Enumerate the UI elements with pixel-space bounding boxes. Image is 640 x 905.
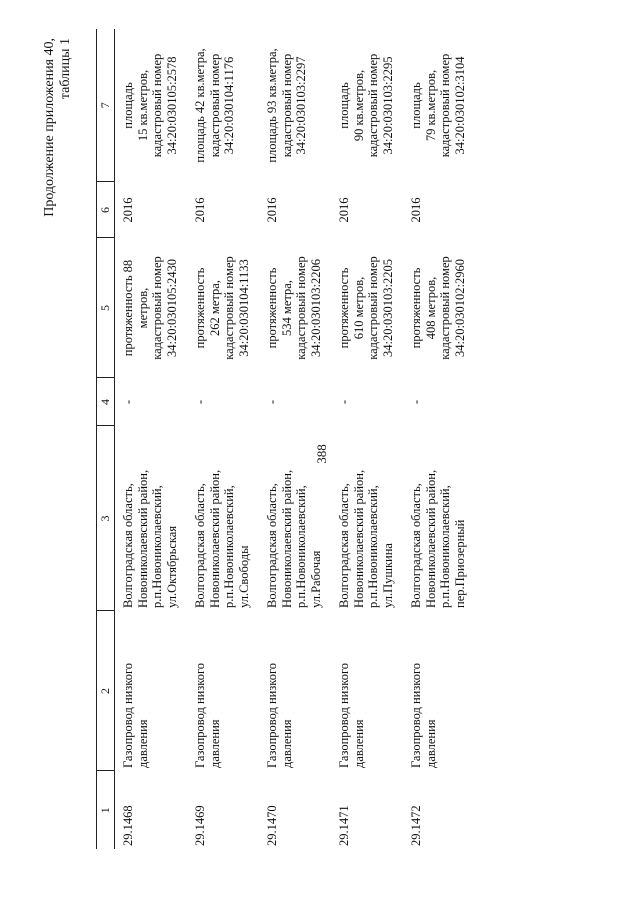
cell-address-line: р.п.Новониколаевский,	[222, 485, 236, 608]
cell-area-line: площадь	[409, 82, 423, 129]
cell-address	[115, 426, 188, 611]
cell-number: 29.1472	[409, 805, 423, 846]
table-row	[115, 29, 188, 849]
cell-extent	[331, 238, 403, 378]
cell-area-line: кадастровый номер	[438, 53, 452, 158]
cell-name-line: Газопровод низкого	[121, 662, 135, 768]
cell-area	[187, 29, 259, 182]
cell-name	[403, 611, 475, 771]
header-col-3: 3	[97, 426, 115, 611]
cell-address-line: р.п.Новониколаевский,	[438, 485, 452, 608]
cell-area-line: 34:20:030103:2297	[294, 56, 308, 155]
cell-extent-line: 262 метра,	[207, 280, 222, 336]
continuation-line-2: таблицы 1	[58, 38, 73, 100]
cell-address-line: Волгоградская область,	[121, 483, 135, 608]
header-col-6: 6	[97, 182, 115, 238]
cell-extent	[259, 238, 331, 378]
header-col-1: 1	[97, 771, 115, 849]
cell-col4: -	[337, 399, 351, 405]
cell-address	[403, 426, 475, 611]
cell-area	[331, 29, 403, 182]
cell-address-line: ул.Октябрьская	[164, 525, 179, 608]
cell-area-line: кадастровый номер	[279, 53, 294, 158]
property-table	[96, 29, 475, 849]
cell-area-line: кадастровый номер	[150, 53, 164, 158]
cell-address	[187, 426, 259, 611]
table-body	[115, 29, 476, 849]
cell-extent-line: 534 метра,	[279, 280, 294, 336]
cell-address-line: Новониколаевский район,	[351, 469, 366, 608]
page-number: 388	[314, 444, 329, 464]
cell-number: 29.1471	[337, 805, 351, 846]
cell-extent-line: кадастровый номер	[150, 256, 164, 360]
cell-address-line: Волгоградская область,	[193, 483, 207, 608]
cell-address-line: Волгоградская область,	[337, 483, 351, 608]
cell-extent-line: 34:20:030102:2960	[452, 259, 467, 357]
table-row	[259, 29, 331, 849]
cell-extent	[187, 238, 259, 378]
cell-name-line: Газопровод низкого	[265, 662, 279, 768]
cell-address-line: р.п.Новониколаевский,	[366, 485, 380, 608]
cell-name	[331, 611, 403, 771]
cell-extent-line: 34:20:030103:2205	[380, 259, 395, 357]
cell-area-line: 90 кв.метров,	[351, 69, 366, 142]
cell-extent-line: протяженность	[265, 267, 279, 349]
cell-extent-line: протяженность	[337, 267, 351, 349]
cell-name-line: Газопровод низкого	[193, 662, 207, 768]
cell-extent-line: протяженность 88	[121, 259, 135, 357]
cell-col4: -	[121, 399, 135, 405]
header-col-2: 2	[97, 611, 115, 771]
cell-col4: -	[265, 399, 279, 405]
cell-area-line: 79 кв.метров,	[423, 69, 438, 142]
cell-address-line: р.п.Новониколаевский,	[150, 485, 164, 608]
cell-name-line: давления	[351, 719, 366, 768]
cell-address-line: Новониколаевский район,	[279, 469, 294, 608]
cell-address-line: Волгоградская область,	[409, 483, 423, 608]
cell-extent-line: 34:20:030103:2206	[308, 259, 323, 357]
cell-extent-line: протяженность	[193, 267, 207, 349]
cell-area	[115, 29, 188, 182]
cell-area-line: площадь 42 кв.метра,	[193, 48, 207, 163]
cell-extent	[115, 238, 188, 378]
cell-name-line: Газопровод низкого	[337, 662, 351, 768]
cell-area-line: площадь	[337, 82, 351, 129]
header-col-7: 7	[97, 29, 115, 182]
cell-extent-line: кадастровый номер	[294, 256, 308, 360]
table-row	[403, 29, 475, 849]
cell-extent-line: 34:20:030105:2430	[164, 259, 179, 357]
cell-name-line: давления	[423, 719, 438, 768]
cell-name-line: давления	[135, 719, 150, 768]
continuation-note	[42, 38, 74, 223]
cell-area-line: 34:20:030104:1176	[222, 56, 236, 155]
cell-area-line: кадастровый номер	[366, 53, 380, 158]
cell-extent-line: кадастровый номер	[438, 256, 452, 360]
cell-extent-line: метров,	[135, 287, 150, 329]
table-row	[331, 29, 403, 849]
cell-year: 2016	[409, 197, 423, 223]
cell-name-line: давления	[207, 719, 222, 768]
cell-year: 2016	[121, 197, 135, 223]
continuation-line-1: Продолжение приложения 40,	[42, 38, 57, 217]
cell-extent-line: 34:20:030104:1133	[236, 259, 251, 357]
cell-number: 29.1470	[265, 805, 279, 846]
cell-address	[331, 426, 403, 611]
cell-name	[115, 611, 188, 771]
cell-address	[259, 426, 331, 611]
cell-address-line: ул.Свободы	[236, 545, 251, 608]
cell-area-line: 15 кв.метров,	[135, 69, 150, 142]
cell-extent-line: кадастровый номер	[366, 256, 380, 360]
cell-col4: -	[409, 399, 423, 405]
cell-area-line: 34:20:030103:2295	[380, 56, 395, 155]
cell-col4: -	[193, 399, 207, 405]
cell-area-line: площадь	[121, 82, 135, 129]
cell-number: 29.1468	[121, 805, 135, 846]
cell-extent-line: протяженность	[409, 267, 423, 349]
header-col-5: 5	[97, 238, 115, 378]
cell-number: 29.1469	[193, 805, 207, 846]
cell-name	[187, 611, 259, 771]
header-col-4: 4	[97, 378, 115, 426]
cell-name	[259, 611, 331, 771]
cell-address-line: р.п.Новониколаевский,	[294, 485, 308, 608]
cell-year: 2016	[265, 197, 279, 223]
header-row	[97, 29, 115, 849]
cell-area-line: кадастровый номер	[207, 53, 222, 158]
cell-address-line: Волгоградская область,	[265, 483, 279, 608]
cell-area	[259, 29, 331, 182]
cell-address-line: пер.Приозерный	[452, 519, 467, 608]
cell-address-line: Новониколаевский район,	[423, 469, 438, 608]
cell-area-line: площадь 93 кв.метра,	[265, 48, 279, 163]
cell-extent-line: 408 метров,	[423, 276, 438, 340]
cell-area-line: 34:20:030105:2578	[164, 56, 179, 155]
cell-extent	[403, 238, 475, 378]
cell-address-line: Новониколаевский район,	[207, 469, 222, 608]
cell-area-line: 34:20:030102:3104	[452, 56, 467, 155]
cell-area	[403, 29, 475, 182]
cell-name-line: Газопровод низкого	[409, 662, 423, 768]
cell-address-line: ул.Пушкина	[380, 543, 395, 608]
cell-extent-line: 610 метров,	[351, 276, 366, 340]
cell-year: 2016	[193, 197, 207, 223]
cell-address-line: ул.Рабочая	[308, 550, 323, 608]
cell-extent-line: кадастровый номер	[222, 256, 236, 360]
cell-address-line: Новониколаевский район,	[135, 469, 150, 608]
cell-name-line: давления	[279, 719, 294, 768]
cell-year: 2016	[337, 197, 351, 223]
table-row	[187, 29, 259, 849]
